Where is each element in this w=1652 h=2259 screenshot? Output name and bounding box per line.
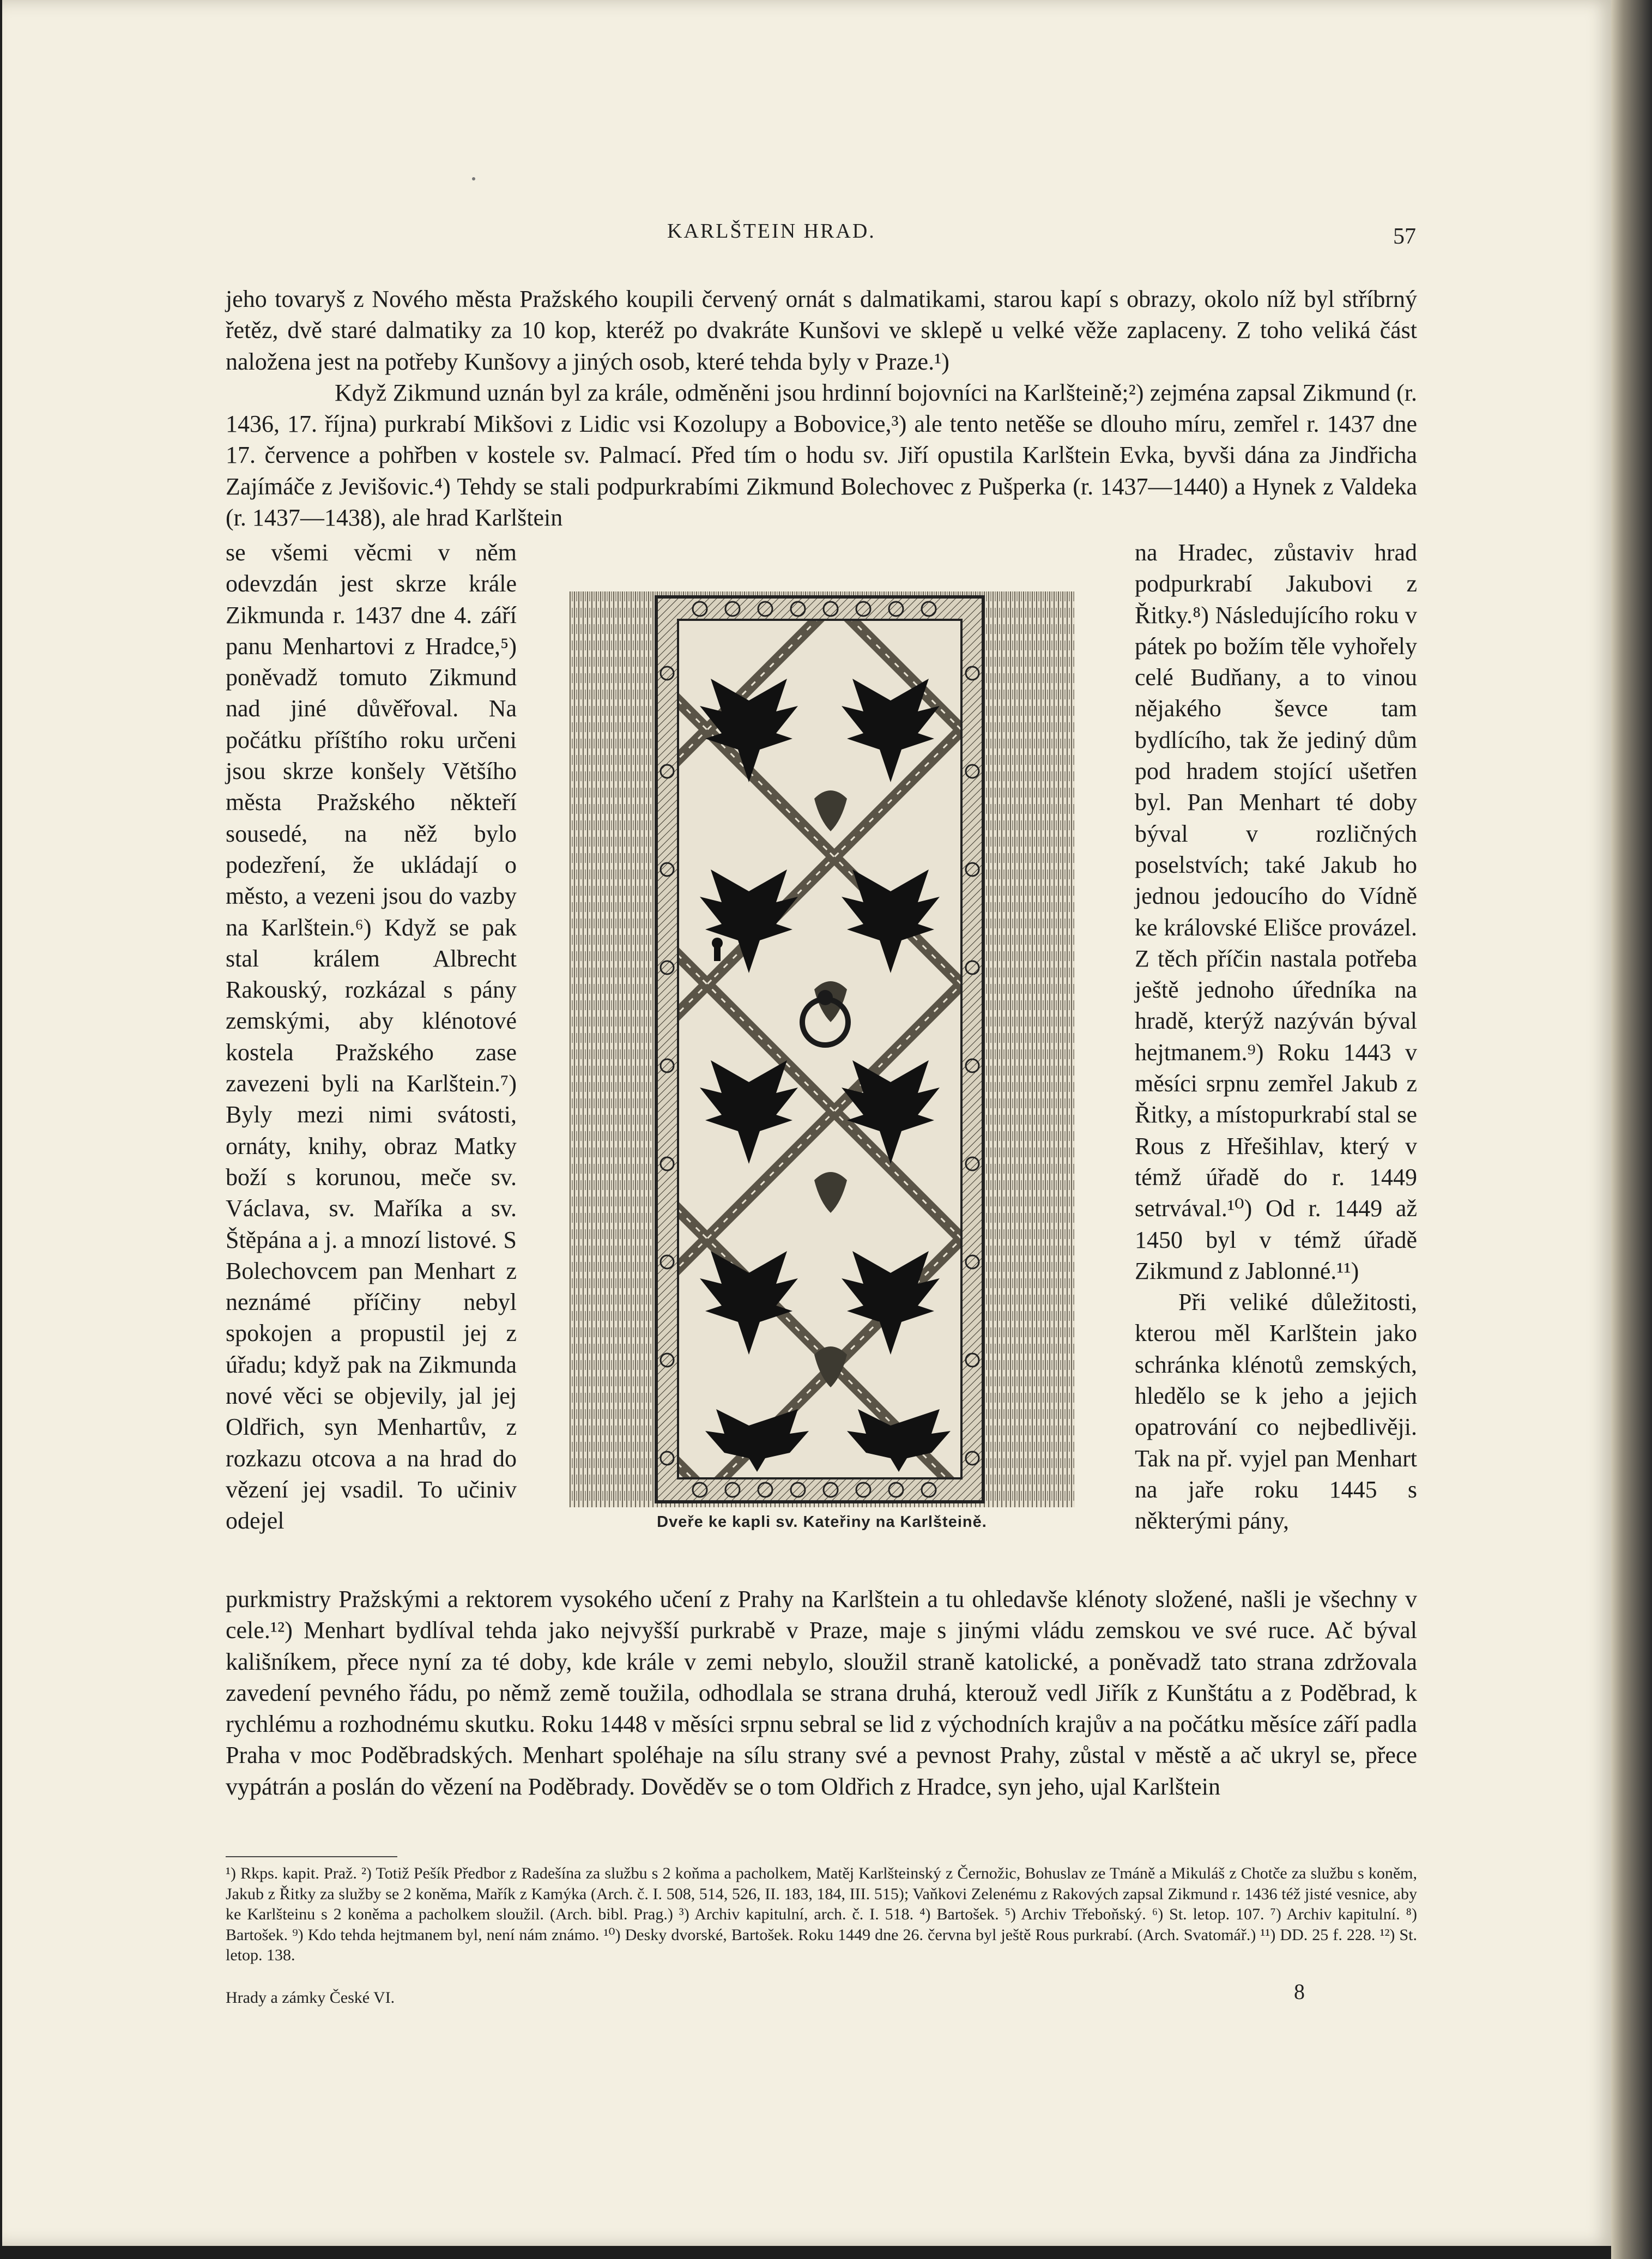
book-spine-shadow bbox=[1611, 0, 1652, 2259]
top-text bbox=[226, 283, 1417, 533]
door-illustration bbox=[569, 591, 1075, 1507]
right-column-text-2: Při veliké důležitosti, kterou měl Karlštein jako schránka klénotů zemských, hledělo se k jeho a jejich opatrování co nejbedlivěji. Tak na př. vyjel pan Menhart na jaře roku 1445 s některými pány, bbox=[1135, 1289, 1417, 1535]
footnote-text: ¹) Rkps. kapit. Praž. ²) Totiž Pešík Předbor z Radešína za službu s 2 koňma a pacholkem, Matěj Karlšteinský z Černožic, Bohuslav ze Tmáně a Mikuláš z Chotče za službu s koněm, Jakub z Řitky za služby se 2 koněma, Mařík z Kamýka (Arch. č. I. 508, 514, 526, II. 183, 184, III. 515); Vaňkovi Zelenému z Rakových zapsal Zikmund r. 1436 též jisté vesnice, aby ke Karlšteinu s 2 koněma a pacholkem sloužil. (Arch. bibl. Prag.) ³) Archiv kapitulní, arch. č. I. 518. ⁴) Bartošek. ⁵) Archiv Třeboňský. ⁶) St. letop. 107. ⁷) Archiv kapitulní. ⁸) Bartošek. ⁹) Kdo tehda hejtmanem byl, není nám známo. ¹⁰) Desky dvorské, Bartošek. Roku 1449 dne 26. června byl ještě Rous purkrabí. (Arch. Svatomář.) ¹¹) DD. 25 f. 228. ¹²) St. letop. 138. bbox=[226, 1864, 1417, 1964]
right-column bbox=[1135, 537, 1417, 1537]
footnote-rule bbox=[226, 1856, 397, 1857]
paragraph-2: Když Zikmund uznán byl za krále, odměněni jsou hrdinní bojovníci na Karlšteině;²) zejména zapsal Zikmund (r. 1436, 17. října) purkrabí Mikšovi z Lidic vsi Kozolupy a Bobovice,³) ale tento netěše se dlouho míru, zemřel r. 1437 dne 17. července a pohřben v kostele sv. Palmací. Před tím o hodu sv. Jiří opustila Karlštein Evka, byvši dána za Jindřicha Zajímáče z Jevišovic.⁴) Tehdy se stali podpurkrabími Zikmund Bolechovec z Pušperka (r. 1437—1440) a Hynek z Valdeka (r. 1437—1438), ale hrad Karlštein bbox=[226, 379, 1417, 531]
page-number: 57 bbox=[1393, 224, 1416, 249]
signature-mark: Hrady a zámky České VI. bbox=[226, 1989, 395, 2007]
footnotes bbox=[226, 1863, 1417, 1966]
left-column bbox=[226, 537, 517, 1537]
bottom-paragraph: purkmistry Pražskými a rektorem vysokého učení z Prahy na Karlštein a tu ohledavše klénoty složené, našli je všechny v cele.¹²) Menhart bydlíval tehda jako nejvyšší purkrabě v Praze, maje s jinými vládu zemskou ve své ruce. Ač býval kališníkem, přece nyní za té doby, kde krále v zemi nebylo, sloužil straně katolické, a poněvadž tato strana zdržovala zavedení pevného řádu, po němž země toužila, odhodlala se strana druhá, kterouž vedl Jiřík z Kunštátu a z Poděbrad, k rychlému a rozhodnému skutku. Roku 1448 v měsíci srpnu sebral se lid z východních krajův a na počátku měsíce září padla Praha v moc Poděbradských. Menhart spoléhaje na sílu strany své a pevnost Prahy, zůstal v městě a ač ukryl se, přece vypátrán a poslán do vězení na Poděbrady. Dověděv se o tom Oldřich z Hradce, syn jeho, ujal Karlštein bbox=[226, 1586, 1417, 1800]
paragraph-1: jeho tovaryš z Nového města Pražského koupili červený ornát s dalmatikami, starou kapí s obrazy, okolo níž byl stříbrný řetěz, dvě staré dalmatiky za 10 kop, kteréž po dvakráte Kunšovi ve sklepě u velké věže zaplaceny. Z toho veliká část naložena jest na potřeby Kunšovy a jiných osob, které tehda byly v Praze.¹) bbox=[226, 286, 1417, 375]
bottom-text bbox=[226, 1584, 1417, 1802]
right-column-text-1: na Hradec, zůstaviv hrad podpurkrabí Jakubovi z Řitky.⁸) Následujícího roku v pátek po božím těle vyhořely celé Budňany, a to vinou nějakého ševce tam bydlícího, tak že jediný dům pod hradem stojící ušetřen byl. Pan Menhart té doby býval v rozličných poselstvích; také Jakub ho jednou jedoucího do Vídně ke královské Elišce provázel. Z těch příčin nastala potřeba ještě jednoho úředníka na hradě, kterýž nazýván býval hejtmanem.⁹) Roku 1443 v měsíci srpnu zemřel Jakub z Řitky, a místopurkrabí stal se Rous z Hřešihlav, který v témž úřadě do r. 1449 setrvával.¹⁰) Od r. 1449 až 1450 byl v témž úřadě Zikmund z Jablonné.¹¹) bbox=[1135, 539, 1417, 1284]
door-engraving bbox=[569, 591, 1075, 1507]
speck-mark bbox=[472, 177, 475, 180]
sheet-number: 8 bbox=[1294, 1979, 1305, 2004]
book-page bbox=[2, 0, 1613, 2246]
running-head: KARLŠTEIN HRAD. bbox=[667, 220, 876, 243]
figure-caption: Dveře ke kapli sv. Kateřiny na Karlšteině. bbox=[657, 1513, 987, 1531]
left-column-text: se všemi věcmi v něm odevzdán jest skrze krále Zikmunda r. 1437 dne 4. září panu Menhartovi z Hradce,⁵) poněvadž tomuto Zikmund nad jiné důvěřoval. Na počátku příštího roku určeni jsou skrze konšely Většího města Pražského někteří sousedé, na něž bylo podezření, že ukládají o město, a vezeni jsou do vazby na Karlštein.⁶) Když se pak stal králem Albrecht Rakouský, rozkázal s pány zemskými, aby klénotové kostela Pražského zase zavezeni byli na Karlštein.⁷) Byly mezi nimi svátosti, ornáty, knihy, obraz Matky boží s korunou, meče sv. Václava, sv. Maříka a sv. Štěpána a j. a mnozí listové. S Bolechovcem pan Menhart z neznámé příčiny nebyl spokojen a propustil jej z úřadu; když pak na Zikmunda nové věci se objevily, jal jej Oldřich, syn Menhartův, z rozkazu otcova a na hrad do vězení jej vsadil. To učiniv odejel bbox=[226, 539, 517, 1535]
